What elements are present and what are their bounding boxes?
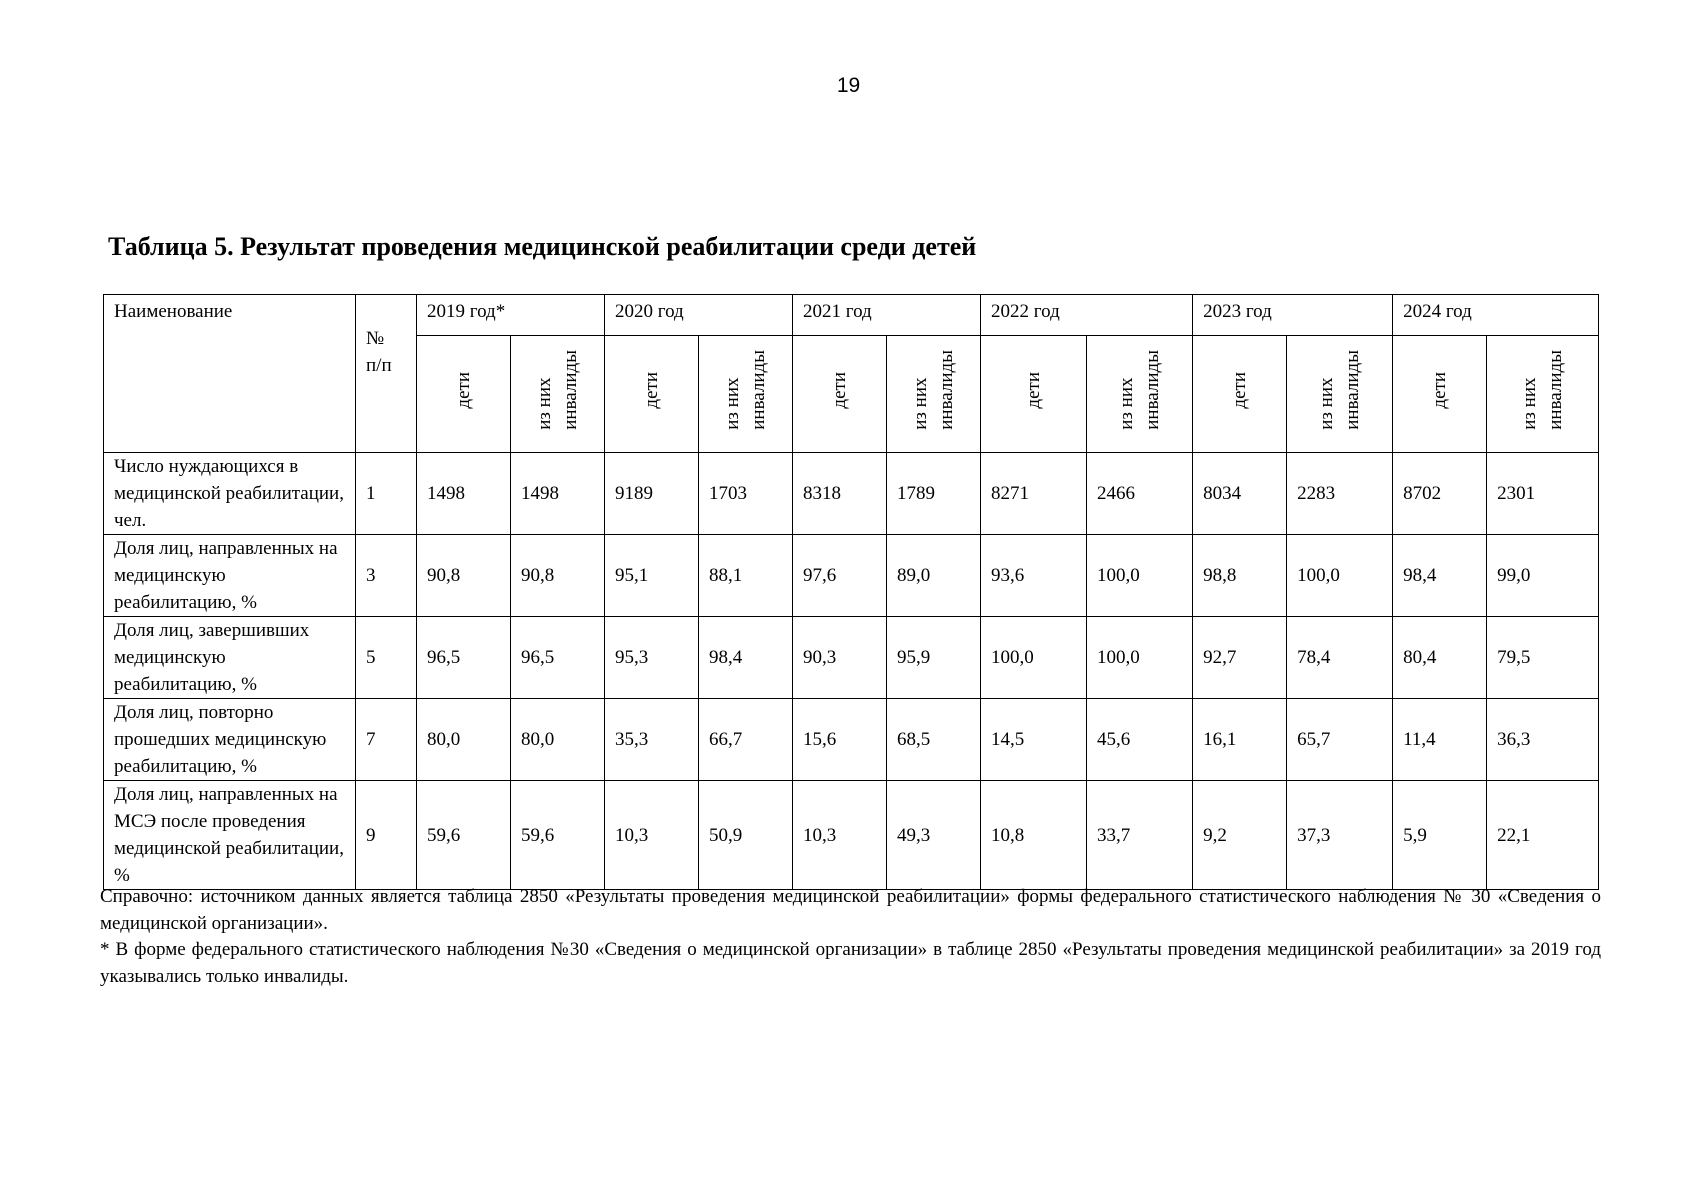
value-cell (1087, 617, 1193, 699)
cell-value: 66,7 (709, 729, 743, 750)
cell-value: 36,3 (1497, 729, 1531, 750)
value-cell (1193, 617, 1287, 699)
value-cell (511, 617, 605, 699)
cell-value: 80,4 (1403, 647, 1437, 668)
table-row (104, 781, 1599, 890)
header-children-cell (417, 336, 511, 453)
value-cell (1193, 699, 1287, 781)
value-cell (1393, 781, 1487, 890)
header-children-cell (981, 336, 1087, 453)
cell-value: 95,3 (615, 647, 649, 668)
header-disabled-label: из них инвалиды (1518, 350, 1566, 430)
table-row (104, 699, 1599, 781)
value-cell (511, 699, 605, 781)
value-cell (417, 453, 511, 535)
cell-value: 96,5 (427, 647, 461, 668)
header-year: 2024 год (1403, 301, 1472, 322)
cell-value: 90,3 (803, 647, 837, 668)
cell-value: 14,5 (991, 729, 1025, 750)
cell-value: 2301 (1497, 483, 1536, 504)
value-cell (981, 617, 1087, 699)
value-cell (887, 699, 981, 781)
cell-value: 1703 (709, 483, 748, 504)
footnote: * В форме федерального статистического наблюдения №30 «Сведения о медицинской организации» в таблице 2850 «Результаты проведения медицинской реабилитации» за 2019 год указывались только инвалиды. (100, 939, 1601, 987)
cell-value: 37,3 (1297, 824, 1331, 846)
cell-value: 8702 (1403, 483, 1442, 504)
row-name: Число нуждающихся в медицинской реабилитации, чел. (114, 456, 344, 531)
cell-value: 50,9 (709, 824, 743, 846)
header-disabled-cell (1087, 336, 1193, 453)
header-disabled-label: из них инвалиды (1115, 350, 1163, 430)
row-name: Доля лиц, направленных на МСЭ после проведения медицинской реабилитации, % (114, 784, 344, 886)
header-disabled-cell (699, 336, 793, 453)
cell-value: 96,5 (521, 647, 555, 668)
row-num-cell (356, 781, 417, 890)
cell-value: 8034 (1203, 483, 1242, 504)
cell-value: 95,9 (897, 647, 931, 668)
value-cell (605, 453, 699, 535)
cell-value: 8318 (803, 483, 842, 504)
value-cell (1487, 699, 1599, 781)
header-children-label: дети (1022, 371, 1044, 409)
cell-value: 100,0 (1097, 647, 1140, 668)
header-disabled-label: из них инвалиды (721, 350, 769, 430)
rehabilitation-table (103, 294, 1599, 890)
value-cell (1393, 699, 1487, 781)
value-cell (511, 453, 605, 535)
row-num-cell (356, 535, 417, 617)
cell-value: 1789 (897, 483, 936, 504)
value-cell (417, 617, 511, 699)
value-cell (605, 781, 699, 890)
header-year: 2023 год (1203, 301, 1272, 322)
value-cell (1487, 535, 1599, 617)
header-year-cell (981, 295, 1193, 336)
cell-value: 2283 (1297, 483, 1336, 504)
value-cell (887, 617, 981, 699)
cell-value: 59,6 (521, 824, 555, 846)
cell-value: 1498 (427, 483, 465, 504)
value-cell (511, 781, 605, 890)
row-num: 3 (366, 565, 376, 586)
value-cell (699, 617, 793, 699)
value-cell (1393, 617, 1487, 699)
value-cell (1193, 453, 1287, 535)
value-cell (793, 535, 887, 617)
cell-value: 92,7 (1203, 647, 1237, 668)
row-name: Доля лиц, повторно прошедших медицинскую реабилитацию, % (114, 702, 327, 777)
value-cell (417, 781, 511, 890)
cell-value: 80,0 (521, 729, 555, 750)
value-cell (699, 535, 793, 617)
value-cell (417, 535, 511, 617)
value-cell (981, 781, 1087, 890)
value-cell (793, 781, 887, 890)
cell-value: 49,3 (897, 824, 931, 846)
header-children-label: дети (1428, 371, 1450, 409)
cell-value: 90,8 (521, 565, 555, 586)
header-name: Наименование (114, 301, 233, 322)
cell-value: 35,3 (615, 729, 649, 750)
cell-value: 98,4 (709, 647, 743, 668)
cell-value: 15,6 (803, 729, 837, 750)
row-name-cell (104, 617, 356, 699)
value-cell (981, 699, 1087, 781)
cell-value: 11,4 (1403, 729, 1436, 750)
cell-value: 79,5 (1497, 647, 1531, 668)
value-cell (793, 617, 887, 699)
row-num-cell (356, 453, 417, 535)
table-row (104, 617, 1599, 699)
cell-value: 33,7 (1097, 824, 1131, 846)
header-row-years (104, 295, 1599, 336)
header-children-cell (605, 336, 699, 453)
value-cell (793, 453, 887, 535)
header-disabled-cell (887, 336, 981, 453)
cell-value: 16,1 (1203, 729, 1237, 750)
header-year: 2020 год (615, 301, 684, 322)
value-cell (981, 453, 1087, 535)
value-cell (887, 453, 981, 535)
cell-value: 97,6 (803, 565, 837, 586)
header-year-cell (1393, 295, 1599, 336)
value-cell (699, 453, 793, 535)
value-cell (981, 535, 1087, 617)
cell-value: 65,7 (1297, 729, 1331, 750)
cell-value: 45,6 (1097, 729, 1131, 750)
header-num: № п/п (366, 328, 392, 376)
cell-value: 1498 (521, 483, 559, 504)
row-name-cell (104, 699, 356, 781)
value-cell (1287, 699, 1393, 781)
cell-value: 100,0 (1097, 565, 1140, 586)
row-num: 9 (366, 824, 376, 846)
value-cell (605, 535, 699, 617)
row-name: Доля лиц, завершивших медицинскую реабилитацию, % (114, 620, 310, 695)
cell-value: 59,6 (427, 824, 461, 846)
header-disabled-cell (1287, 336, 1393, 453)
value-cell (1087, 535, 1193, 617)
cell-value: 68,5 (897, 729, 931, 750)
header-disabled-label: из них инвалиды (1315, 350, 1363, 430)
cell-value: 22,1 (1497, 824, 1531, 846)
cell-value: 9,2 (1203, 824, 1227, 846)
row-name: Доля лиц, направленных на медицинскую реабилитацию, % (114, 538, 338, 613)
header-children-label: дети (1228, 371, 1250, 409)
row-name-cell (104, 535, 356, 617)
value-cell (699, 781, 793, 890)
value-cell (1487, 781, 1599, 890)
header-children-cell (1193, 336, 1287, 453)
cell-value: 80,0 (427, 729, 461, 750)
cell-value: 8271 (991, 483, 1030, 504)
cell-value: 9189 (615, 483, 654, 504)
header-children-cell (793, 336, 887, 453)
cell-value: 10,3 (615, 824, 649, 846)
header-year: 2022 год (991, 301, 1060, 322)
header-disabled-cell (511, 336, 605, 453)
cell-value: 10,8 (991, 824, 1025, 846)
table-title: Таблица 5. Результат проведения медицинской реабилитации среди детей (108, 232, 977, 261)
value-cell (1393, 453, 1487, 535)
row-num: 5 (366, 647, 376, 668)
value-cell (1393, 535, 1487, 617)
header-year-cell (605, 295, 793, 336)
cell-value: 5,9 (1403, 824, 1427, 846)
value-cell (793, 699, 887, 781)
header-children-label: дети (452, 371, 474, 409)
header-year: 2019 год* (427, 301, 506, 322)
value-cell (1287, 781, 1393, 890)
value-cell (417, 699, 511, 781)
cell-value: 95,1 (615, 565, 649, 586)
header-disabled-label: из них инвалиды (533, 350, 581, 430)
cell-value: 78,4 (1297, 647, 1331, 668)
cell-value: 2466 (1097, 483, 1136, 504)
row-num-cell (356, 699, 417, 781)
cell-value: 100,0 (1297, 565, 1340, 586)
row-num: 7 (366, 729, 376, 750)
value-cell (1487, 617, 1599, 699)
value-cell (605, 699, 699, 781)
header-children-cell (1393, 336, 1487, 453)
value-cell (1287, 453, 1393, 535)
value-cell (1087, 453, 1193, 535)
row-name-cell (104, 781, 356, 890)
cell-value: 100,0 (991, 647, 1034, 668)
value-cell (1087, 699, 1193, 781)
header-year-cell (1193, 295, 1393, 336)
value-cell (887, 535, 981, 617)
header-children-label: дети (640, 371, 662, 409)
value-cell (1287, 617, 1393, 699)
cell-value: 98,8 (1203, 565, 1237, 586)
page-number: 19 (836, 74, 861, 97)
value-cell (1193, 535, 1287, 617)
header-year-cell (793, 295, 981, 336)
header-children-label: дети (828, 371, 850, 409)
cell-value: 93,6 (991, 565, 1025, 586)
value-cell (1193, 781, 1287, 890)
row-name-cell (104, 453, 356, 535)
header-disabled-label: из них инвалиды (909, 350, 957, 430)
value-cell (1087, 781, 1193, 890)
header-year-cell (417, 295, 605, 336)
reference-note: Справочно: источником данных является таблица 2850 «Результаты проведения медицинской реабилитации» формы федерального статистического наблюдения № 30 «Сведения о медицинской организации». (100, 886, 1601, 934)
value-cell (605, 617, 699, 699)
table-row (104, 535, 1599, 617)
value-cell (1287, 535, 1393, 617)
cell-value: 88,1 (709, 565, 743, 586)
cell-value: 89,0 (897, 565, 931, 586)
cell-value: 99,0 (1497, 565, 1531, 586)
table-body (104, 295, 1599, 890)
table-row (104, 453, 1599, 535)
value-cell (1487, 453, 1599, 535)
header-year: 2021 год (803, 301, 872, 322)
cell-value: 90,8 (427, 565, 461, 586)
cell-value: 10,3 (803, 824, 837, 846)
row-num: 1 (366, 483, 376, 504)
header-num-cell (356, 295, 417, 453)
value-cell (511, 535, 605, 617)
row-num-cell (356, 617, 417, 699)
value-cell (887, 781, 981, 890)
header-name-cell (104, 295, 356, 453)
header-disabled-cell (1487, 336, 1599, 453)
value-cell (699, 699, 793, 781)
cell-value: 98,4 (1403, 565, 1437, 586)
notes (100, 884, 1601, 990)
